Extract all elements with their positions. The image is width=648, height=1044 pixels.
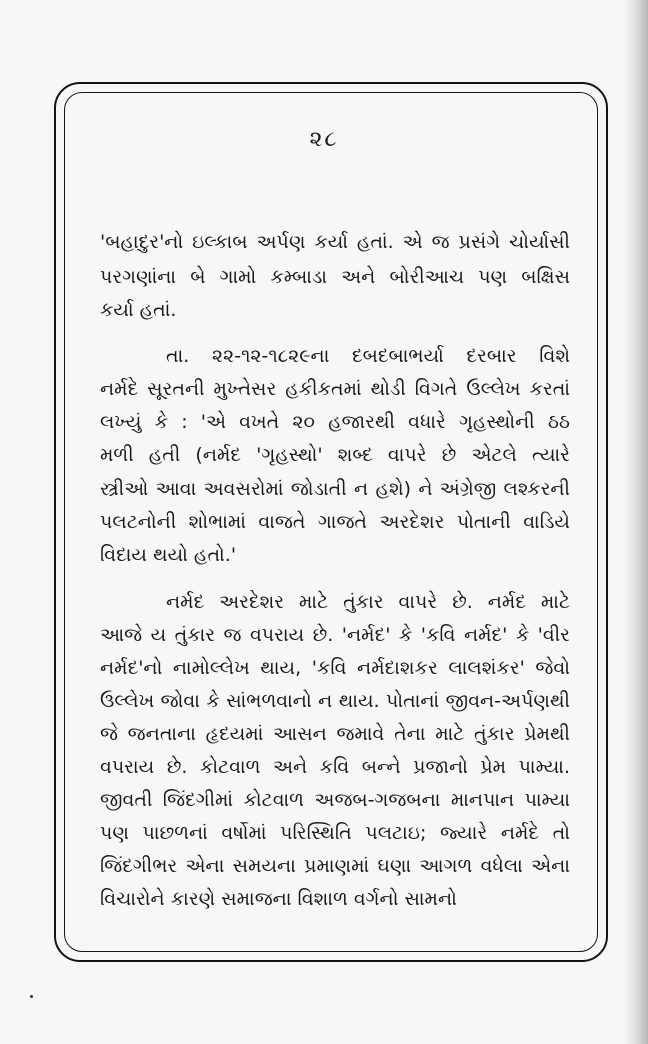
scan-speck bbox=[30, 995, 33, 998]
text-line: લખ્યું કે : 'એ વખતે ૨૦ હજારથી વધારે ગૃહસ્થોની ઠઠ bbox=[100, 411, 570, 433]
text-line: જિંદગીભર એના સમયના પ્રમાણમાં ઘણા આગળ વધેલા એના bbox=[100, 855, 570, 877]
text-line: નર્મદે સૂરતની મુખ્તેસર હકીકતમાં થોડી વિગતે ઉલ્લેખ કરતાં bbox=[100, 378, 570, 400]
text-line: વપરાય છે. કોટવાળ અને કવિ બન્ને પ્રજાનો પ્રેમ પામ્યા. bbox=[100, 756, 570, 778]
text-line: ઉલ્લેખ જોવા કે સાંભળવાનો ન થાય. પોતાનાં જીવન-અર્પણથી bbox=[100, 690, 570, 712]
text-line: તા. ૨૨-૧૨-૧૮૨૯ના દબદબાભર્યા દરબાર વિશે bbox=[166, 345, 570, 367]
spine-shadow bbox=[622, 0, 648, 1044]
text-line: વિચારોને કારણે સમાજના વિશાળ વર્ગનો સામનો bbox=[100, 888, 457, 910]
text-line: આજે ય તુંકાર જ વપરાય છે. 'નર્મદ' કે 'કવિ નર્મદ' કે 'વીર bbox=[100, 624, 570, 646]
page-number: ૨૮ bbox=[309, 127, 339, 152]
text-line: પરગણાંના બે ગામો કમ્બાડા અને બોરીઆચ પણ બક્ષિસ bbox=[100, 266, 570, 288]
text-line: સ્ત્રીઓ આવા અવસરોમાં જોડાતી ન હશે) ને અંગ્રેજી લશ્કરની bbox=[100, 478, 570, 500]
text-line: નર્મદ અરદેશર માટે તુંકાર વાપરે છે. નર્મદ માટે bbox=[166, 591, 570, 613]
text-line: કર્યા હતાં. bbox=[100, 299, 177, 321]
text-line: પણ પાછળનાં વર્ષોમાં પરિસ્થિતિ પલટાઇ; જ્યારે નર્મદે તો bbox=[100, 822, 570, 844]
text-line: નર્મદ'નો નામોલ્લેખ થાય, 'કવિ નર્મદાશકર લાલશંકર' જેવો bbox=[100, 657, 570, 679]
text-line: જીવતી જિંદગીમાં કોટવાળ અજબ-ગજબના માનપાન પામ્યા bbox=[100, 789, 570, 811]
text-line: 'બહાદુર'નો ઇલ્કાબ અર્પણ કર્યા હતાં. એ જ પ્રસંગે ચોર્યાસી bbox=[100, 231, 570, 253]
text-line: વિદાય થયો હતો.' bbox=[100, 544, 237, 566]
text-line: પલટનોની શોભામાં વાજતે ગાજતે અરદેશર પોતાની વાડિયે bbox=[100, 511, 570, 533]
text-line: જે જનતાના હૃદયમાં આસન જમાવે તેના માટે તુંકાર પ્રેમથી bbox=[100, 723, 570, 745]
text-line: મળી હતી (નર્મદ 'ગૃહસ્થો' શબ્દ વાપરે છે એટલે ત્યારે bbox=[100, 444, 570, 466]
